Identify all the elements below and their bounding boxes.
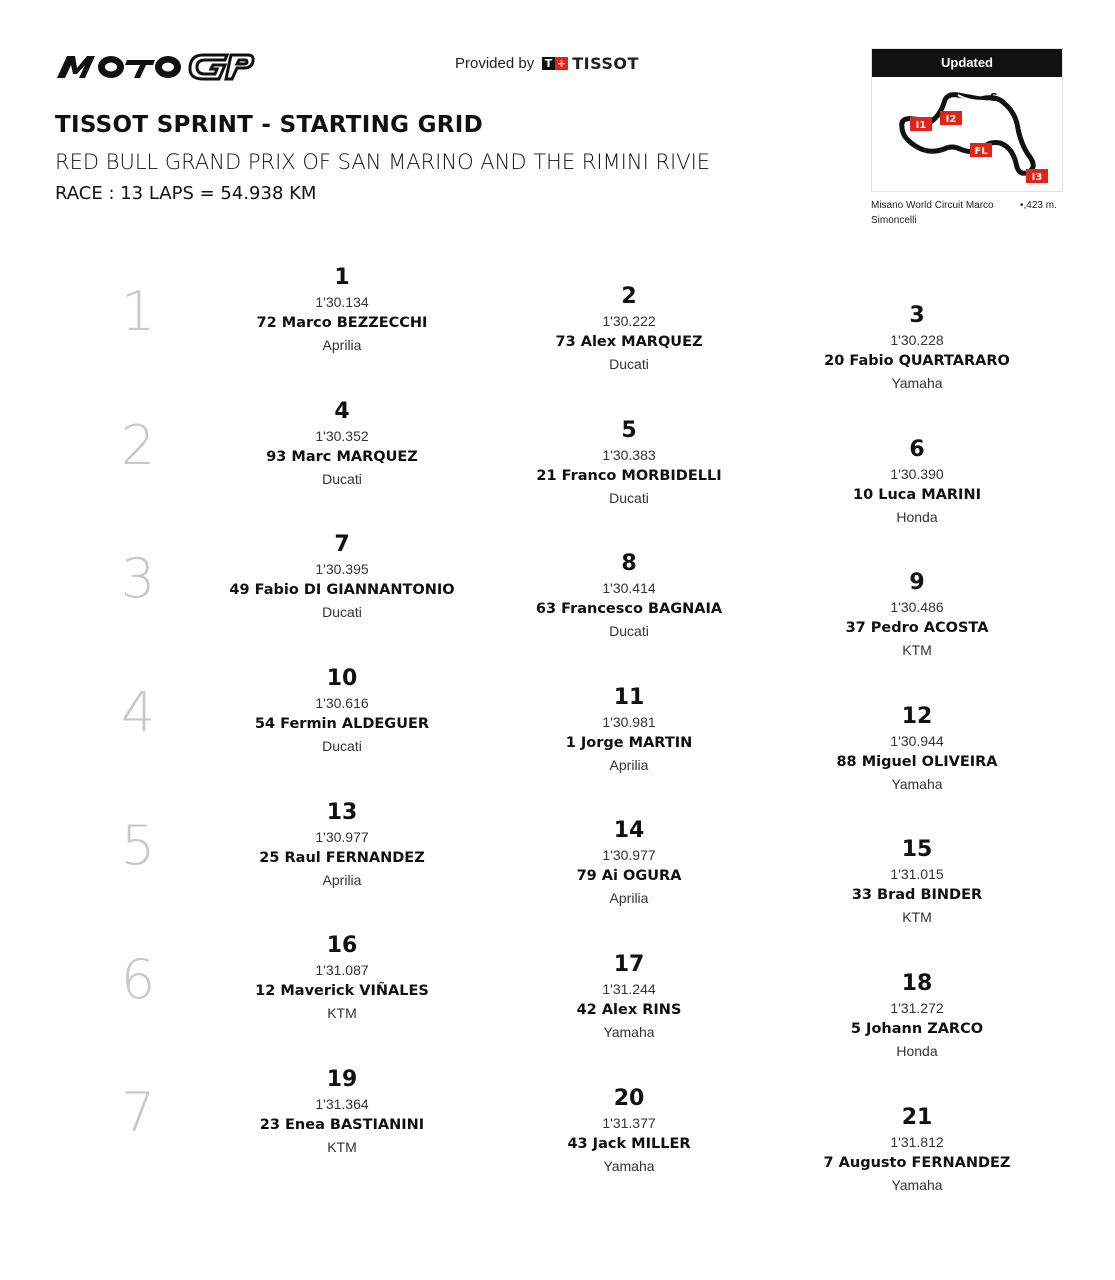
lap-time: 1'30.222	[602, 313, 656, 329]
grid-position: 18	[901, 971, 933, 996]
lap-time: 1'31.364	[315, 1096, 369, 1112]
tissot-logo-text: TISSOT	[572, 54, 639, 73]
updated-badge: Updated	[872, 49, 1062, 77]
team-name: Aprilia	[609, 757, 649, 773]
team-name: Ducati	[609, 623, 649, 639]
grid-position: 21	[901, 1105, 933, 1130]
team-name: Ducati	[322, 471, 362, 487]
rider-name: 63 Francesco BAGNAIA	[535, 601, 723, 617]
marker-fl: FL	[974, 146, 988, 157]
lap-time: 1'30.414	[602, 580, 656, 596]
track-map-card	[871, 48, 1063, 192]
grid-position: 11	[613, 685, 645, 710]
provided-by	[455, 54, 639, 73]
lap-time: 1'30.981	[602, 714, 656, 730]
lap-time: 1'31.087	[315, 962, 369, 978]
lap-time: 1'31.272	[890, 1000, 944, 1016]
team-name: Honda	[896, 509, 938, 525]
lap-time: 1'31.377	[602, 1115, 656, 1131]
team-name: Aprilia	[609, 890, 649, 906]
grid-position: 20	[613, 1086, 645, 1111]
grid-slot	[509, 418, 749, 509]
grid-slot	[797, 303, 1037, 394]
provided-by-label: Provided by	[455, 55, 535, 72]
lap-time: 1'30.390	[890, 466, 944, 482]
tissot-logo	[542, 54, 639, 73]
rider-name: 25 Raul FERNANDEZ	[259, 850, 425, 866]
grid-position: 6	[909, 437, 925, 462]
grid-slot	[222, 666, 462, 757]
rider-name: 21 Franco MORBIDELLI	[536, 468, 722, 484]
circuit-length: •,423 m.	[1020, 200, 1057, 211]
grid-position: 4	[334, 399, 350, 424]
rider-name: 72 Marco BEZZECCHI	[256, 315, 428, 331]
page-title: TISSOT SPRINT - STARTING GRID	[55, 112, 484, 138]
grid-slot	[222, 1067, 462, 1158]
rider-name: 37 Pedro ACOSTA	[845, 620, 989, 636]
team-name: Ducati	[322, 604, 362, 620]
grid-slot	[797, 1105, 1037, 1196]
grid-slot	[797, 437, 1037, 528]
rider-name: 54 Fermin ALDEGUER	[254, 716, 430, 732]
grid-slot	[797, 837, 1037, 928]
grid-row-number: 1	[120, 280, 156, 343]
team-name: Yamaha	[603, 1024, 655, 1040]
rider-name: 49 Fabio DI GIANNANTONIO	[229, 582, 455, 598]
team-name: KTM	[327, 1005, 357, 1021]
rider-name: 20 Fabio QUARTARARO	[824, 353, 1010, 369]
grid-slot	[222, 265, 462, 356]
rider-name: 43 Jack MILLER	[567, 1136, 691, 1152]
grid-position: 16	[326, 933, 358, 958]
team-name: KTM	[327, 1139, 357, 1155]
marker-start: S	[990, 91, 998, 104]
grid-position: 1	[334, 265, 350, 290]
grid-position: 10	[326, 666, 358, 691]
grid-position: 17	[613, 952, 645, 977]
event-name: RED BULL GRAND PRIX OF SAN MARINO AND THE RIMINI RIVIE	[55, 150, 711, 174]
grid-slot	[509, 952, 749, 1043]
marker-i2: I2	[945, 114, 957, 125]
race-info: RACE : 13 LAPS = 54.938 KM	[55, 183, 317, 204]
rider-name: 42 Alex RINS	[576, 1002, 682, 1018]
grid-slot	[222, 532, 462, 623]
grid-position: 15	[901, 837, 933, 862]
lap-time: 1'31.812	[890, 1134, 944, 1150]
team-name: Aprilia	[322, 872, 362, 888]
rider-name: 23 Enea BASTIANINI	[259, 1117, 425, 1133]
grid-slot	[509, 1086, 749, 1177]
grid-position: 9	[909, 570, 925, 595]
marker-i3: I3	[1031, 172, 1043, 183]
lap-time: 1'31.015	[890, 866, 944, 882]
rider-name: 88 Miguel OLIVEIRA	[836, 754, 998, 770]
grid-position: 7	[334, 532, 350, 557]
rider-name: 73 Alex MARQUEZ	[555, 334, 703, 350]
lap-time: 1'30.977	[315, 829, 369, 845]
rider-name: 79 Ai OGURA	[576, 868, 682, 884]
grid-slot	[222, 800, 462, 891]
grid-row-number: 4	[120, 681, 156, 744]
grid-slot	[797, 971, 1037, 1062]
grid-slot	[509, 818, 749, 909]
grid-slot	[222, 933, 462, 1024]
rider-name: 7 Augusto FERNANDEZ	[823, 1155, 1011, 1171]
lap-time: 1'30.352	[315, 428, 369, 444]
grid-position: 12	[901, 704, 933, 729]
team-name: Honda	[896, 1043, 938, 1059]
lap-time: 1'30.944	[890, 733, 944, 749]
rider-name: 93 Marc MARQUEZ	[266, 449, 418, 465]
grid-position: 8	[621, 551, 637, 576]
lap-time: 1'30.395	[315, 561, 369, 577]
team-name: Ducati	[322, 738, 362, 754]
grid-position: 3	[909, 303, 925, 328]
grid-position: 5	[621, 418, 637, 443]
motogp-logo	[55, 46, 255, 86]
team-name: KTM	[902, 642, 932, 658]
grid-slot	[509, 685, 749, 776]
grid-position: 14	[613, 818, 645, 843]
grid-slot	[797, 570, 1037, 661]
marker-i1: I1	[915, 120, 927, 131]
rider-name: 10 Luca MARINI	[853, 487, 981, 503]
lap-time: 1'30.134	[315, 294, 369, 310]
team-name: Ducati	[609, 490, 649, 506]
lap-time: 1'31.244	[602, 981, 656, 997]
team-name: Yamaha	[603, 1158, 655, 1174]
team-name: Aprilia	[322, 337, 362, 353]
grid-slot	[797, 704, 1037, 795]
lap-time: 1'30.486	[890, 599, 944, 615]
rider-name: 12 Maverick VIÑALES	[255, 983, 429, 999]
tissot-cross-icon: T +	[542, 57, 568, 70]
grid-slot	[509, 284, 749, 375]
grid-slot	[222, 399, 462, 490]
team-name: Yamaha	[891, 776, 943, 792]
grid-position: 2	[621, 284, 637, 309]
grid-slot	[509, 551, 749, 642]
rider-name: 5 Johann ZARCO	[850, 1021, 984, 1037]
rider-name: 1 Jorge MARTIN	[565, 735, 693, 751]
team-name: Yamaha	[891, 1177, 943, 1193]
grid-row-number: 6	[120, 948, 156, 1011]
rider-name: 33 Brad BINDER	[851, 887, 983, 903]
grid-row-number: 7	[120, 1081, 156, 1144]
team-name: Ducati	[609, 356, 649, 372]
track-map	[872, 77, 1062, 191]
team-name: Yamaha	[891, 375, 943, 391]
lap-time: 1'30.228	[890, 332, 944, 348]
track-outline	[902, 95, 1033, 174]
grid-position: 13	[326, 800, 358, 825]
lap-time: 1'30.616	[315, 695, 369, 711]
lap-time: 1'30.383	[602, 447, 656, 463]
grid-row-number: 2	[120, 414, 156, 477]
lap-time: 1'30.977	[602, 847, 656, 863]
grid-row-number: 5	[120, 814, 156, 877]
grid-row-number: 3	[120, 547, 156, 610]
team-name: KTM	[902, 909, 932, 925]
grid-position: 19	[326, 1067, 358, 1092]
circuit-name: Misano World Circuit Marco Simoncelli	[871, 200, 994, 226]
